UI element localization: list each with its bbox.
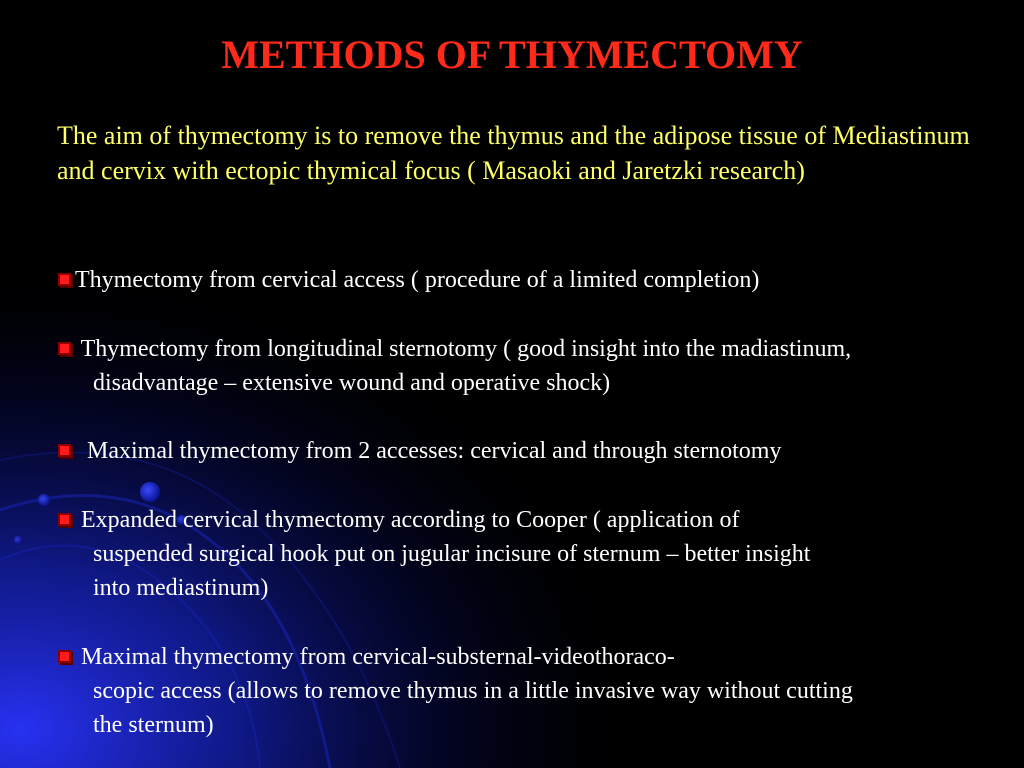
square-bullet-icon	[58, 273, 71, 286]
bullet-line	[58, 640, 1008, 674]
bullet-line	[58, 263, 1008, 297]
bullet-item	[58, 434, 1008, 468]
decor-dot	[14, 536, 22, 544]
bullet-text: Expanded cervical thymectomy according to Cooper ( application of	[75, 507, 740, 533]
slide-title: METHODS OF THYMECTOMY	[221, 32, 803, 77]
intro-paragraph: The aim of thymectomy is to remove the thymus and the adipose tissue of Mediastinum and cervix with ectopic thymical focus ( Masaoki and Jaretzki research)	[57, 121, 970, 185]
bullet-item	[58, 640, 1008, 742]
bullet-item	[58, 503, 1008, 605]
bullet-text: Thymectomy from cervical access ( procedure of a limited completion)	[75, 267, 760, 293]
bullet-continuation: the sternum)	[93, 712, 214, 738]
bullet-continuation: disadvantage – extensive wound and operative shock)	[93, 370, 611, 396]
bullet-item	[58, 263, 1008, 297]
bullet-continuation: scopic access (allows to remove thymus in a little invasive way without cutting	[93, 678, 853, 704]
bullet-continuation: suspended surgical hook put on jugular incisure of sternum – better insight	[93, 541, 811, 567]
bullet-text: Maximal thymectomy from cervical-substernal-videothoraco-	[75, 644, 675, 670]
bullet-item	[58, 332, 1008, 400]
bullet-line	[58, 332, 1008, 366]
square-bullet-icon	[58, 650, 71, 663]
decor-dot	[140, 482, 160, 502]
bullet-line	[58, 434, 1008, 468]
bullet-line	[58, 503, 1008, 537]
square-bullet-icon	[58, 342, 71, 355]
square-bullet-icon	[58, 513, 71, 526]
decor-dot	[38, 494, 50, 506]
bullet-text: Maximal thymectomy from 2 accesses: cervical and through sternotomy	[75, 438, 782, 464]
bullet-text: Thymectomy from longitudinal sternotomy ( good insight into the madiastinum,	[75, 336, 852, 362]
square-bullet-icon	[58, 444, 71, 457]
bullet-continuation: into mediastinum)	[93, 575, 269, 601]
